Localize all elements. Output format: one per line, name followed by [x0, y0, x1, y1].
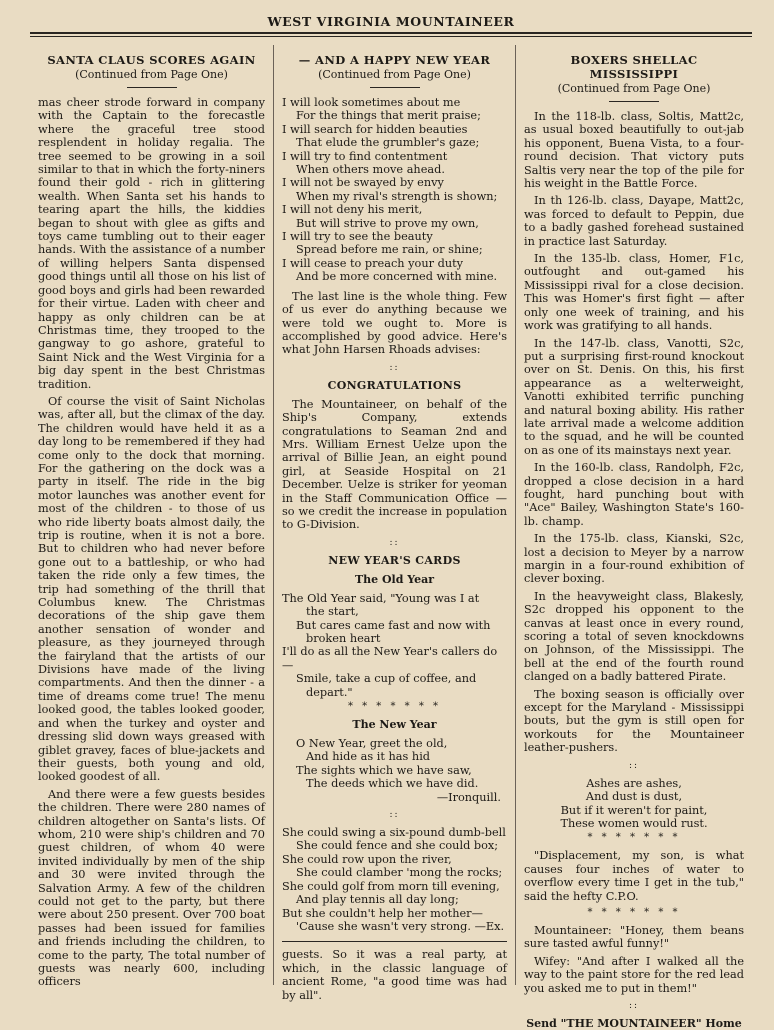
poem-line: And play tennis all day long;: [296, 893, 459, 907]
poem-line: depart.": [306, 685, 353, 699]
paragraph: And there were a few guests besides the children. There were 280 names of children altogether on Santa's lists. Of whom, 210 were ship's children and 70 guest children, of whom 40 were invited individually by men of the ship and 30 were invited through the Salvation Army. A few of the children could not get to the party, but there were about 250 present. Over 700 boat passes had been issued for families and friends including the children, to come to the party, The total number of guests was nearly 600, including officers: [38, 787, 265, 989]
poem-line: I will try to see the beauty: [282, 230, 433, 244]
article-subtitle: (Continued from Page One): [318, 68, 471, 81]
divider: [609, 101, 659, 102]
poem-line: broken heart: [306, 632, 381, 645]
poem-line: —Ironquill.: [436, 790, 501, 804]
article-title: — AND A HAPPY NEW YEAR: [298, 53, 491, 67]
paragraph: In the 135-lb. class, Homer, F1c, outfought and out-gamed his Mississippi rival for a close decision. This was Homer's first fight — after only one week of training, and his work was gratifying to all hands.: [524, 252, 744, 333]
divider: [370, 87, 420, 88]
paragraph: In th 126-lb. class, Dayape, Matt2c, was forced to default to Peppin, due to a badly gashed forehead sustained in practice last Saturday.: [524, 194, 744, 248]
poem-line: Spread before me rain, or shine;: [296, 243, 483, 257]
paragraph-displacement: "Displacement, my son, is what causes four inches of water to overflow every time I get in the tub," said the hefty C.P.O.: [524, 849, 744, 903]
section-title-cards: NEW YEAR'S CARDS: [328, 553, 461, 567]
poem-line: She could golf from morn till evening,: [282, 879, 500, 893]
poem-line: The Old Year said, "Young was I at: [282, 591, 480, 605]
poem-line: O New Year, greet the old,: [296, 737, 448, 751]
poem-line: I will not deny his merit,: [282, 203, 423, 217]
separator: ::: [389, 537, 400, 548]
paragraph-joke: Mountaineer: "Honey, them beans sure tasted awful funny!": [524, 923, 744, 951]
divider: [282, 941, 507, 942]
paragraph: In the heavyweight class, Blakesly, S2c dropped his opponent to the canvas at least once in every round, scoring a total of seven knockdowns on Johnson, of the Mississippi. The bell at the end of the fourth round clanged on a badly battered Pirate.: [524, 589, 744, 684]
poem-line: She could fence and she could box;: [296, 839, 499, 853]
stars-divider: * * * * * * *: [347, 701, 442, 713]
paragraph: The boxing season is officially over except for the Maryland - Mississippi bouts, but the gym is still open for workouts for the Mountaineer leather-pushers.: [524, 687, 744, 755]
poem-resolutions: [282, 96, 507, 284]
separator: ::: [628, 760, 640, 771]
separator: ::: [389, 362, 400, 373]
divider: [127, 87, 177, 88]
poem-line: I will look sometimes about me: [282, 96, 461, 109]
poem-line: But cares came fast and now with: [296, 618, 491, 632]
poem-line: I will try to find contentment: [282, 149, 448, 163]
column-boxers: [516, 45, 752, 1030]
paragraph: Of course the visit of Saint Nicholas was, after all, but the climax of the day. The children would have held it as a day long to be remembered if they had come only to the dock that morning. For the gathering on the dock was a party in itself. The ride in the big motor launches was another event for most of the children - to those of us who ride liberty boats almost daily, the trip is routine, when it is not a bore. But to children who had never before gone out to a battleship, or who had taken the ride only a few times, the trip had something of the thrill that Columbus knew. The Christmas decorations of the ship gave them another sensation of wonder and pleasure, as they journeyed through the fairyland that the artists of our Divisions have made of the living compartments. And then the dinner - a time of dreams come true! The menu looked good, the tables looked gooder, and when the turkey and oyster and dressing slid down ways greased with giblet gravey, faces of blue-jackets and their guests, both young and old, looked goodest of all.: [38, 394, 265, 784]
paragraph: In the 160-lb. class, Randolph, F2c, dropped a close decision in a hard fought, hard punching bout with "Ace" Bailey, Washington State's 160-lb. champ.: [524, 461, 744, 528]
article-subtitle: (Continued from Page One): [557, 82, 711, 95]
paragraph-closing: guests. So it was a real party, at which, in the classic language of ancient Rome, "a good time was had by all".: [282, 948, 507, 1002]
poem-line: But she couldn't help her mother—: [282, 906, 483, 920]
poem-line: And hide as it has hid: [306, 750, 431, 764]
poem-old-year: [282, 592, 507, 699]
poem-line: And dust is dust,: [585, 790, 683, 804]
stars-divider: * * * * * * *: [587, 832, 681, 844]
poem-line: But if it weren't for paint,: [560, 803, 708, 817]
separator: ::: [628, 1000, 640, 1011]
poem-line: Smile, take a cup of coffee, and: [296, 672, 477, 686]
paragraph: In the 118-lb. class, Soltis, Matt2c, as usual boxed beautifully to out-jab his opponent, Buena Vista, to a four-round decision. That victory puts Saltis very near the top of the pile for his weight in the Battle Force.: [524, 110, 744, 191]
paragraph: In the 175-lb. class, Kianski, S2c, lost a decision to Meyer by a narrow margin in a four-round exhibition of clever boxing.: [524, 532, 744, 586]
poem-line: And be more concerned with mine.: [296, 270, 498, 284]
poem-line: For the things that merit praise;: [296, 109, 481, 123]
poem-line: 'Cause she wasn't very strong. —Ex.: [296, 919, 505, 933]
separator: ::: [389, 810, 400, 821]
article-title: SANTA CLAUS SCORES AGAIN: [47, 53, 256, 67]
columns: [30, 45, 752, 1030]
column-santa: [30, 45, 274, 989]
paragraph-joke: Wifey: "And after I walked all the way to the paint store for the red lead you asked me to put in them!": [524, 954, 744, 995]
poem-ashes: [524, 777, 744, 831]
poem-line: She could swing a six-pound dumb-bell: [282, 826, 506, 840]
masthead-rule-thin: [30, 36, 752, 37]
poem-line: Ashes are ashes,: [586, 776, 682, 790]
poem-line: But will strive to prove my own,: [296, 216, 479, 230]
masthead: WEST VIRGINIA MOUNTAINEER: [267, 14, 515, 29]
section-title-congratulations: CONGRATULATIONS: [327, 378, 462, 392]
poem-line: The deeds which we have did.: [306, 777, 479, 791]
column-new-year: [274, 45, 516, 1002]
poem-line: I will search for hidden beauties: [282, 122, 468, 136]
poem-line: These women would rust.: [560, 816, 708, 830]
poem-title-old-year: The Old Year: [354, 572, 435, 586]
stars-divider: * * * * * * *: [587, 906, 681, 918]
paragraph: The last line is the whole thing. Few of us ever do anything because we were told we ought to. More is accomplished by good advice. Here's what John Harsen Rhoads advises:: [282, 289, 507, 357]
poem-line: the start,: [306, 605, 359, 619]
article-title: BOXERS SHELLAC MISSISSIPPI: [570, 53, 698, 81]
poem-line: I will cease to preach your duty: [282, 256, 464, 270]
paragraph: mas cheer strode forward in company with the Captain to the forecastle where the graceful tree stood resplendent in holiday regalia. The tree seemed to be growing in a soil similar to that in which the forty-niners found their gold - rich in glittering wealth. When Santa set his hands to tearing apart the hills, the kiddies began to shout with glee as gifts and toys came tumbling out to their eager hands. With the assistance of a number of willing helpers Santa dispensed good things until all those on his list of good boys and girls had been rewarded for their virtue. Laden with cheer and happy as only children can be at Christmas time, they trooped to the gangway to go ashore, grateful to Saint Nick and the West Virginia for a big day spent in the best Christmas tradition.: [38, 96, 265, 391]
poem-new-year: [282, 737, 507, 804]
poem-line: When my rival's strength is shown;: [296, 189, 498, 203]
poem-line: She could clamber 'mong the rocks;: [296, 866, 503, 880]
masthead-rule: [30, 32, 752, 34]
poem-line: She could row upon the river,: [282, 852, 452, 866]
article-subtitle: (Continued from Page One): [75, 68, 228, 81]
poem-line: That elude the grumbler's gaze;: [296, 136, 480, 150]
poem-title-new-year: The New Year: [352, 718, 437, 732]
send-home-line: Send "THE MOUNTAINEER" Home: [526, 1016, 742, 1030]
poem-line: When others move ahead.: [296, 163, 445, 177]
poem-line: I'll do as all the New Year's callers do —: [282, 645, 498, 672]
poem-dumb-bell: [282, 826, 507, 933]
paragraph-congratulations: The Mountaineer, on behalf of the Ship's Company, extends congratulations to Seaman 2nd and Mrs. William Ernest Uelze upon the arrival of Billie Jean, an eight pound girl, at Seaside Hospital on 21 December. Uelze is striker for yeoman in the Staff Communication Office — so we credit the increase in population to G-Division.: [282, 397, 507, 532]
poem-line: I will not be swayed by envy: [282, 176, 444, 190]
poem-line: The sights which we have saw,: [296, 763, 472, 777]
paragraph: In the 147-lb. class, Vanotti, S2c, put a surprising first-round knockout over on St. Denis. On this, his first appearance as a welterweight, Vanotti exhibited terrific punching and natural boxing ability. His rather late arrival made a welcome addition to the squad, and he will be counted on as one of its mainstays next year.: [524, 336, 744, 457]
